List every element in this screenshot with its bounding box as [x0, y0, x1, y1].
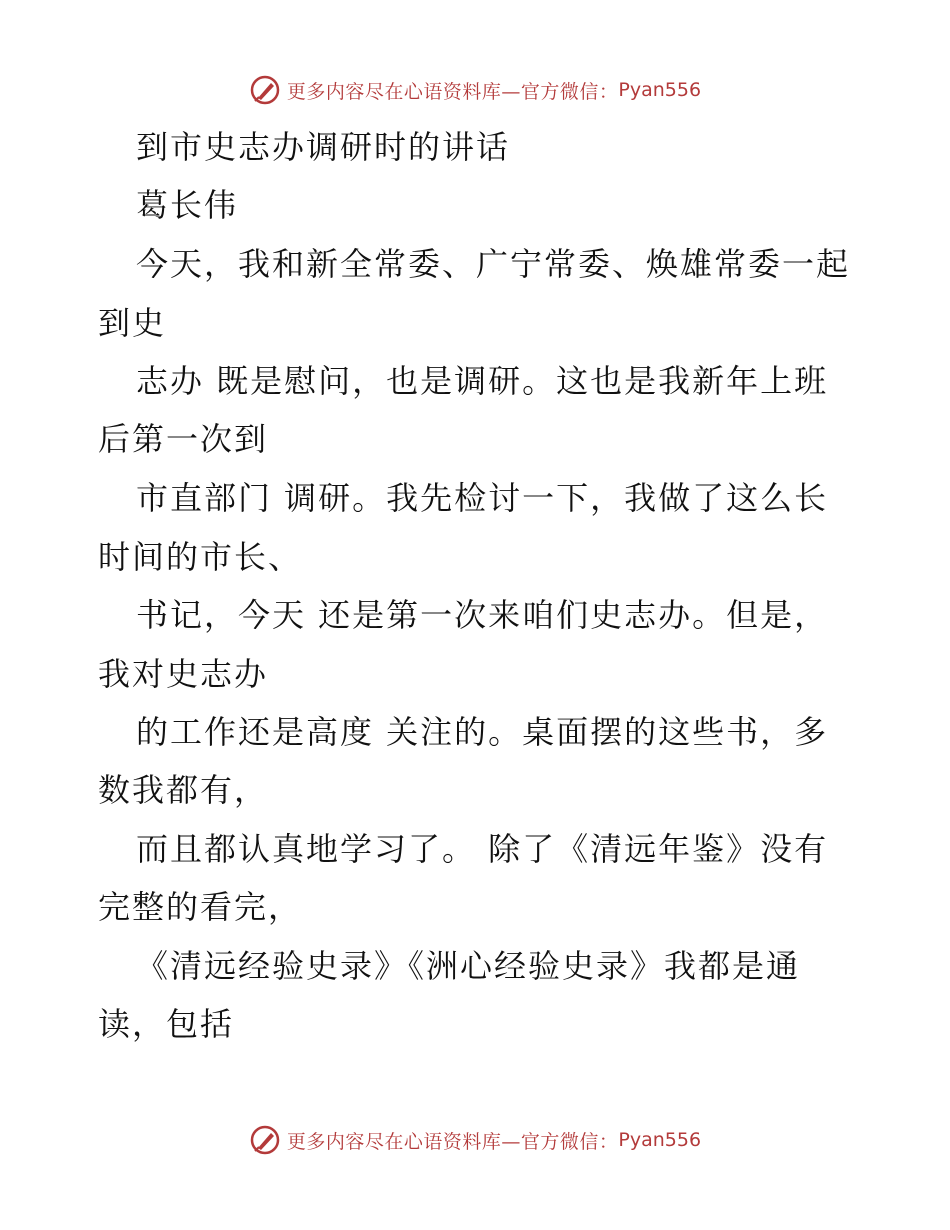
paragraph-line: 而且都认真地学习了。 除了《清远年鉴》没有	[136, 830, 829, 868]
paragraph-line: 到史	[98, 304, 167, 342]
watermark-text: 更多内容尽在心语资料库—官方微信：	[286, 1130, 619, 1153]
paragraph-line: 完整的看完，	[98, 888, 303, 926]
paragraph-line: 市直部门 调研。我先检讨一下，我做了这么长	[136, 479, 829, 517]
paragraph-line: 《清远经验史录》《洲心经验史录》我都是通	[136, 947, 801, 985]
paragraph-line: 数我都有，	[98, 771, 269, 809]
paragraph-line: 后第一次到	[98, 420, 269, 458]
paragraph-line: 志办 既是慰问，也是调研。这也是我新年上班	[136, 362, 829, 400]
quill-logo-icon	[249, 74, 281, 106]
watermark-wechat-id: Pyan556	[618, 1129, 702, 1151]
paragraph-line: 读，包括	[98, 1005, 235, 1043]
paragraph-line: 的工作还是高度 关注的。桌面摆的这些书，多	[136, 713, 829, 751]
watermark-banner-top	[0, 70, 950, 110]
document-title: 到市史志办调研时的讲话	[136, 128, 511, 166]
paragraph-line: 今天，我和新全常委、广宁常委、焕雄常委一起	[136, 245, 851, 283]
watermark-wechat-id: Pyan556	[618, 79, 702, 101]
document-author: 葛长伟	[136, 186, 239, 224]
watermark-text: 更多内容尽在心语资料库—官方微信：	[286, 80, 619, 103]
paragraph-line: 时间的市长、	[98, 538, 303, 576]
paragraph-line: 我对史志办	[98, 655, 269, 693]
quill-logo-icon	[249, 1124, 281, 1156]
watermark-banner-bottom	[0, 1120, 950, 1160]
paragraph-line: 书记，今天 还是第一次来咱们史志办。但是，	[136, 596, 829, 634]
